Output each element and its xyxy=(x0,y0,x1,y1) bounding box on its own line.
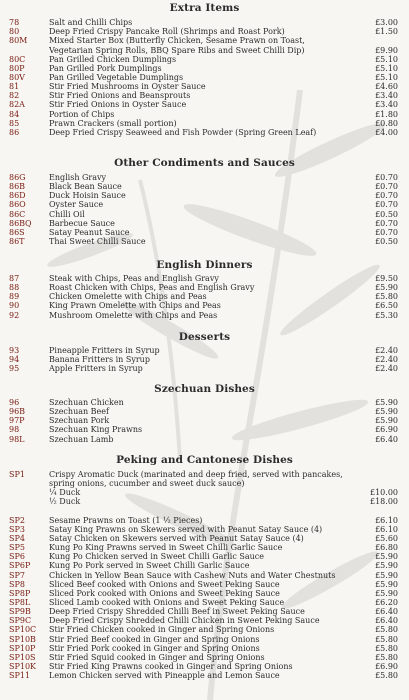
item-price: £5.80 xyxy=(375,652,398,662)
item-code: 98L xyxy=(9,434,25,444)
menu-item-row xyxy=(0,635,409,644)
item-description: Kung Po Pork served in Sweet Chilli Garlic Sauce xyxy=(49,561,250,571)
item-description: Chilli Oil xyxy=(49,209,85,219)
menu-item-row xyxy=(0,311,409,320)
menu-item-row xyxy=(0,607,409,616)
item-code: 94 xyxy=(9,355,20,365)
item-code: SP10P xyxy=(9,643,36,653)
item-description: Barbecue Sauce xyxy=(49,218,115,228)
item-description: Thai Sweet Chilli Sauce xyxy=(49,237,146,247)
item-description: Pan Grilled Chicken Dumplings xyxy=(49,54,177,64)
item-description: Pineapple Fritters in Syrup xyxy=(49,346,160,355)
item-price: £5.80 xyxy=(375,634,398,644)
item-code: SP6P xyxy=(9,561,31,571)
menu-item-row xyxy=(0,534,409,543)
item-price: £0.50 xyxy=(375,237,398,247)
item-description: Mixed Starter Box (Butterfly Chicken, Sesame Prawn on Toast, xyxy=(49,36,305,46)
item-code: 80C xyxy=(9,54,26,64)
menu-item-row xyxy=(0,283,409,292)
item-price: £5.80 xyxy=(375,643,398,653)
menu-item-row xyxy=(0,662,409,671)
item-code: SP10S xyxy=(9,652,36,662)
menu-item-row xyxy=(0,435,409,444)
item-code: 78 xyxy=(9,18,20,27)
item-description: Pan Grilled Vegetable Dumplings xyxy=(49,72,184,82)
item-description: Black Bean Sauce xyxy=(49,182,122,192)
item-price: £5.80 xyxy=(375,625,398,635)
item-description: Prawn Crackers (small portion) xyxy=(49,118,177,128)
menu-item-row xyxy=(0,36,409,45)
item-description: Stir Fried Mushrooms in Oyster Sauce xyxy=(49,82,206,91)
item-price: £5.90 xyxy=(375,398,398,407)
item-description: Stir Fried Beef cooked in Ginger and Spring Onions xyxy=(49,634,260,644)
item-description: spring onions, cucumber and sweet duck sauce) xyxy=(49,479,245,489)
item-code: SP8P xyxy=(9,588,31,598)
item-description: Szechuan Lamb xyxy=(49,434,114,444)
item-price: £6.20 xyxy=(375,598,398,607)
menu-item-row xyxy=(0,525,409,534)
menu-item-row xyxy=(0,82,409,91)
item-code: SP8 xyxy=(9,579,25,589)
menu-item-row xyxy=(0,543,409,552)
menu-item-row xyxy=(0,73,409,82)
menu-item-row xyxy=(0,173,409,182)
item-price: £0.70 xyxy=(375,173,398,182)
menu-item-row xyxy=(0,416,409,425)
item-description: Portion of Chips xyxy=(49,109,115,119)
item-code: 80V xyxy=(9,72,25,82)
menu-item-row xyxy=(0,191,409,200)
item-description: Pan Grilled Pork Dumplings xyxy=(49,63,162,73)
item-description: Stir Fried Chicken cooked in Ginger and Spring Onions xyxy=(49,625,275,635)
item-code: SP10B xyxy=(9,634,36,644)
item-description: Apple Fritters in Syrup xyxy=(49,364,143,374)
menu-item-row xyxy=(0,625,409,634)
menu-item-row xyxy=(0,561,409,570)
menu-item-row xyxy=(0,488,409,497)
item-description: Sliced Pork cooked with Onions and Sweet Peking Sauce xyxy=(49,588,280,598)
menu-item-row xyxy=(0,64,409,73)
item-price: £6.90 xyxy=(375,662,398,671)
item-description: Stir Fried King Prawns cooked in Ginger and Spring Onions xyxy=(49,662,293,671)
item-description: Szechuan Beef xyxy=(49,407,109,417)
item-price: £18.00 xyxy=(370,497,398,507)
item-description: Deep Fried Crispy Shredded Chilli Beef in Sweet Peking Sauce xyxy=(49,607,305,617)
item-description: Satay Peanut Sauce xyxy=(49,227,130,237)
item-price: £2.40 xyxy=(375,355,398,365)
item-description: Lemon Chicken served with Pineapple and Lemon Sauce xyxy=(49,671,280,681)
item-price: £6.10 xyxy=(375,524,398,534)
item-price: £0.80 xyxy=(375,118,398,128)
item-code: 86B xyxy=(9,182,26,192)
menu-item-row xyxy=(0,18,409,27)
item-code: 96 xyxy=(9,398,20,407)
item-price: £5.80 xyxy=(375,292,398,302)
item-code: 93 xyxy=(9,346,20,355)
item-description: Stir Fried Onions and Beansprouts xyxy=(49,91,191,101)
menu-item-row xyxy=(0,671,409,680)
item-price: £5.90 xyxy=(375,561,398,571)
item-price: £6.40 xyxy=(375,434,398,444)
item-code: 84 xyxy=(9,109,20,119)
item-code: SP10K xyxy=(9,662,37,671)
menu-item-row xyxy=(0,616,409,625)
item-description: Chicken Omelette with Chips and Peas xyxy=(49,292,207,302)
item-description: Deep Fried Crispy Seaweed and Fish Powder (Spring Green Leaf) xyxy=(49,127,317,137)
item-description: Szechuan Chicken xyxy=(49,398,124,407)
item-code: 92 xyxy=(9,310,20,320)
item-description: Deep Fried Crispy Pancake Roll (Shrimps and Roast Pork) xyxy=(49,27,285,37)
item-description: Kung Po King Prawns served in Sweet Chilli Garlic Sauce xyxy=(49,543,283,552)
item-price: £4.60 xyxy=(375,82,398,91)
item-code: 80M xyxy=(9,36,28,46)
menu-item-row xyxy=(0,398,409,407)
item-code: 98 xyxy=(9,425,20,435)
item-description: Satay King Prawns on Skewers served with Peanut Satay Sauce (4) xyxy=(49,524,323,534)
item-price: £5.80 xyxy=(375,671,398,681)
item-price: £5.90 xyxy=(375,579,398,589)
menu-item-row xyxy=(0,182,409,191)
item-code: 97P xyxy=(9,416,25,426)
item-price: £2.40 xyxy=(375,364,398,374)
item-code: SP6 xyxy=(9,552,25,562)
menu-item-row xyxy=(0,210,409,219)
item-code: 86D xyxy=(9,191,26,201)
item-price: £6.90 xyxy=(375,425,398,435)
section-title: Peking and Cantonese Dishes xyxy=(116,454,293,466)
section-title: Other Condiments and Sauces xyxy=(114,157,295,169)
item-price: £3.00 xyxy=(375,18,398,27)
item-price: £5.90 xyxy=(375,283,398,293)
menu-item-row xyxy=(0,364,409,373)
menu-item-row xyxy=(0,55,409,64)
item-price: £9.50 xyxy=(375,274,398,283)
menu-item-row xyxy=(0,653,409,662)
item-description: King Prawn Omelette with Chips and Peas xyxy=(49,301,221,311)
item-price: £5.90 xyxy=(375,416,398,426)
item-code: 86C xyxy=(9,209,26,219)
menu-item-row xyxy=(0,100,409,109)
item-price: £6.10 xyxy=(375,515,398,525)
item-price: £6.80 xyxy=(375,543,398,552)
item-price: £5.10 xyxy=(375,54,398,64)
menu-item-row xyxy=(0,110,409,119)
menu-item-row xyxy=(0,497,409,506)
menu-item-row xyxy=(0,598,409,607)
item-price: £5.10 xyxy=(375,63,398,73)
menu-item-row xyxy=(0,479,409,488)
item-description: Szechuan King Prawns xyxy=(49,425,143,435)
item-description: Steak with Chips, Peas and English Gravy xyxy=(49,274,219,283)
item-description: Deep Fried Crispy Shredded Chilli Chicken in Sweet Peking Sauce xyxy=(49,616,320,626)
item-description: Kung Po Chicken served in Sweet Chilli Garlic Sauce xyxy=(49,552,264,562)
item-price: £2.40 xyxy=(375,346,398,355)
item-description: Mushroom Omelette with Chips and Peas xyxy=(49,310,218,320)
item-code: 81 xyxy=(9,82,20,91)
menu-item-row xyxy=(0,580,409,589)
item-description: Sliced Lamb cooked with Onions and Sweet Peking Sauce xyxy=(49,598,285,607)
section-title: Desserts xyxy=(178,331,231,343)
item-description: Szechuan Pork xyxy=(49,416,110,426)
section-title: English Dinners xyxy=(156,259,253,271)
item-price: £5.90 xyxy=(375,552,398,562)
item-price: £5.90 xyxy=(375,407,398,417)
item-price: £5.90 xyxy=(375,588,398,598)
menu-item-row xyxy=(0,219,409,228)
menu-item-row xyxy=(0,91,409,100)
item-description: ¼ Duck xyxy=(49,488,81,498)
item-code: 96B xyxy=(9,407,26,417)
menu-item-row xyxy=(0,470,409,479)
item-price: £6.40 xyxy=(375,616,398,626)
item-code: SP1 xyxy=(9,470,25,479)
item-description: Oyster Sauce xyxy=(49,200,104,210)
menu-item-row xyxy=(0,128,409,137)
item-description: Duck Hoisin Sauce xyxy=(49,191,126,201)
item-description: Banana Fritters in Syrup xyxy=(49,355,150,365)
item-code: SP11 xyxy=(9,671,31,681)
section-title: Szechuan Dishes xyxy=(154,383,255,395)
menu-item-row xyxy=(0,301,409,310)
menu-item-row xyxy=(0,27,409,36)
menu-item-row xyxy=(0,119,409,128)
item-price: £0.70 xyxy=(375,182,398,192)
item-price: £1.80 xyxy=(375,109,398,119)
item-price: £0.70 xyxy=(375,227,398,237)
item-price: £10.00 xyxy=(370,488,398,498)
item-price: £0.70 xyxy=(375,191,398,201)
item-code: 86G xyxy=(9,173,26,182)
item-code: SP10C xyxy=(9,625,37,635)
menu-item-row xyxy=(0,407,409,416)
item-code: SP4 xyxy=(9,533,25,543)
item-price: £3.40 xyxy=(375,91,398,101)
item-code: 86 xyxy=(9,127,20,137)
menu-item-row xyxy=(0,355,409,364)
item-description: Satay Chicken on Skewers served with Peanut Satay Sauce (4) xyxy=(49,533,304,543)
item-description: Salt and Chilli Chips xyxy=(49,18,133,27)
menu-item-row xyxy=(0,200,409,209)
item-code: 80 xyxy=(9,27,20,37)
item-code: SP3 xyxy=(9,524,25,534)
menu-item-row xyxy=(0,644,409,653)
item-code: 88 xyxy=(9,283,20,293)
item-code: 85 xyxy=(9,118,20,128)
item-description: Stir Fried Onions in Oyster Sauce xyxy=(49,100,187,110)
menu-item-row xyxy=(0,228,409,237)
section-title: Extra Items xyxy=(169,2,240,14)
menu-item-row xyxy=(0,237,409,246)
item-code: 86BQ xyxy=(9,218,32,228)
item-price: £0.70 xyxy=(375,218,398,228)
item-description: Chicken in Yellow Bean Sauce with Cashew Nuts and Water Chestnuts xyxy=(49,570,336,580)
item-price: £6.40 xyxy=(375,607,398,617)
item-code: 86S xyxy=(9,227,25,237)
item-description: Stir Fried Pork cooked in Ginger and Spring Onions xyxy=(49,643,260,653)
item-code: SP5 xyxy=(9,543,25,552)
menu-item-row xyxy=(0,346,409,355)
menu-item-row xyxy=(0,425,409,434)
menu-item-row xyxy=(0,589,409,598)
item-price: £1.50 xyxy=(375,27,398,37)
item-code: 82A xyxy=(9,100,25,110)
item-price: £5.30 xyxy=(375,310,398,320)
item-code: 86O xyxy=(9,200,26,210)
item-price: £3.40 xyxy=(375,100,398,110)
item-price: £5.90 xyxy=(375,570,398,580)
item-code: SP9B xyxy=(9,607,31,617)
item-price: £0.50 xyxy=(375,209,398,219)
item-price: £5.60 xyxy=(375,533,398,543)
item-price: £4.00 xyxy=(375,127,398,137)
menu-item-row xyxy=(0,552,409,561)
item-description: English Gravy xyxy=(49,173,107,182)
item-description: Sliced Beef cooked with Onions and Sweet Peking Sauce xyxy=(49,579,280,589)
menu-item-row xyxy=(0,516,409,525)
menu-item-row xyxy=(0,292,409,301)
item-code: 82 xyxy=(9,91,20,101)
item-code: SP2 xyxy=(9,515,25,525)
item-price: £9.90 xyxy=(375,45,398,55)
item-price: £6.50 xyxy=(375,301,398,311)
item-description: Vegetarian Spring Rolls, BBQ Spare Ribs and Sweet Chilli Dip) xyxy=(49,45,305,55)
item-code: 86T xyxy=(9,237,25,247)
item-code: 80P xyxy=(9,63,25,73)
menu-item-row xyxy=(0,571,409,580)
item-description: Stir Fried Squid cooked in Ginger and Spring Onions xyxy=(49,652,265,662)
item-description: Sesame Prawns on Toast (1 ½ Pieces) xyxy=(49,515,203,525)
item-description: ½ Duck xyxy=(49,497,81,507)
item-code: 95 xyxy=(9,364,20,374)
item-code: 89 xyxy=(9,292,20,302)
item-description: Roast Chicken with Chips, Peas and English Gravy xyxy=(49,283,255,293)
item-code: SP9C xyxy=(9,616,32,626)
item-code: 87 xyxy=(9,274,20,283)
item-code: 90 xyxy=(9,301,20,311)
item-price: £5.10 xyxy=(375,72,398,82)
menu-item-row xyxy=(0,46,409,55)
item-price: £0.70 xyxy=(375,200,398,210)
item-code: SP7 xyxy=(9,570,25,580)
item-description: Crispy Aromatic Duck (marinated and deep fried, served with pancakes, xyxy=(49,470,343,479)
item-code: SP8L xyxy=(9,598,31,607)
menu-item-row xyxy=(0,274,409,283)
